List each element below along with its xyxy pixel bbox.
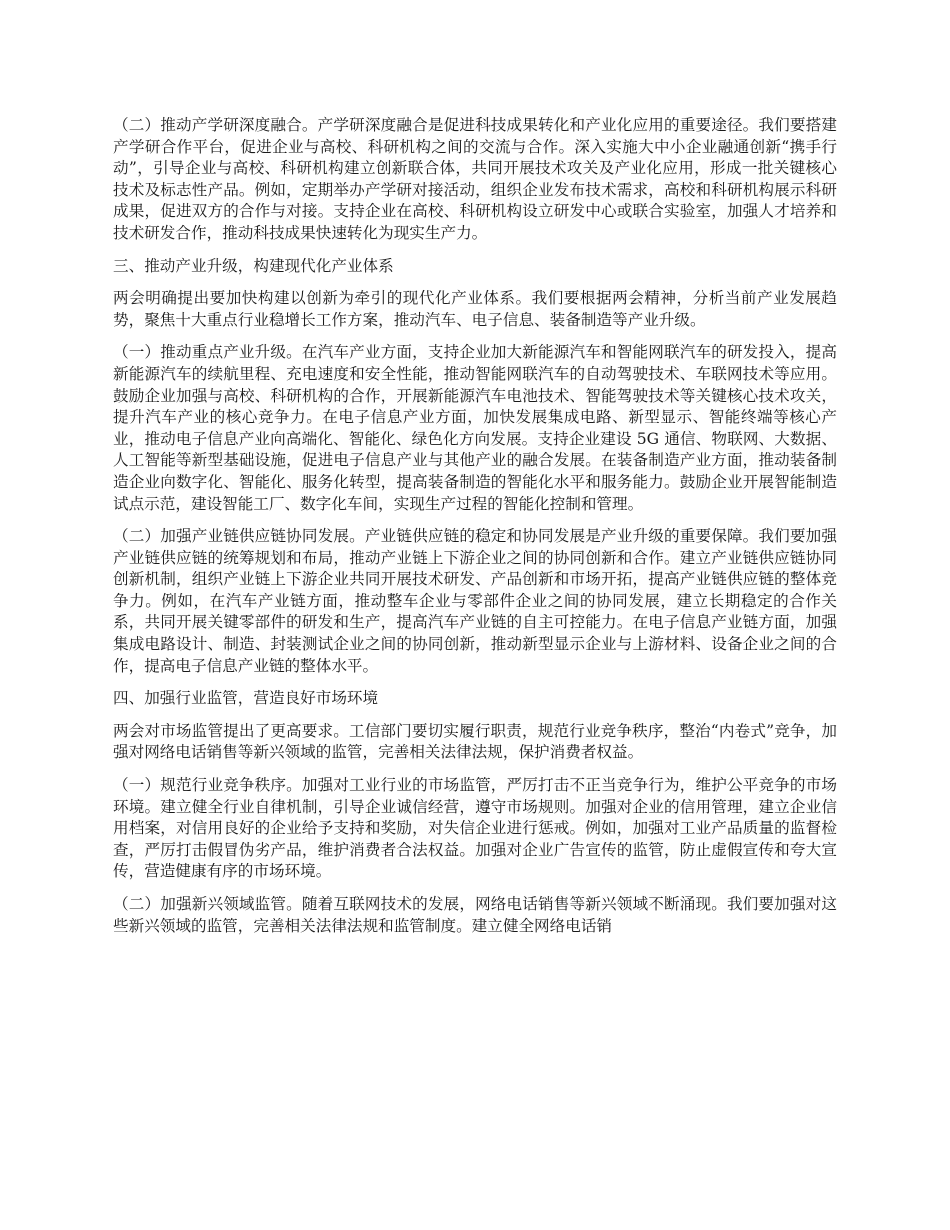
paragraph-competition-order: （一）规范行业竞争秩序。加强对工业行业的市场监管，严厉打击不正当竞争行为，维护公平竞争的市场环境。建立健全行业自律机制，引导企业诚信经营，遵守市场规则。加强对企业的信用管理，建立企业信用档案，对信用良好的企业给予支持和奖励，对失信企业进行惩戒。例如，加强对工业产品质量的监督检查，严厉打击假冒伪劣产品，维护消费者合法权益。加强对企业广告宣传的监管，防止虚假宣传和夸大宣传，营造健康有序的市场环境。 (113, 776, 837, 881)
section-heading-industrial-upgrade: 三、推动产业升级，构建现代化产业体系 (113, 256, 394, 275)
paragraph-emerging-field-regulation: （二）加强新兴领域监管。随着互联网技术的发展，网络电话销售等新兴领域不断涌现。我们要加强对这些新兴领域的监管，完善相关法律法规和监管制度。建立健全网络电话销 (113, 895, 837, 935)
document-page (113, 115, 837, 948)
paragraph-key-industry-upgrade: （一）推动重点产业升级。在汽车产业方面，支持企业加大新能源汽车和智能网联汽车的研发投入，提高新能源汽车的续航里程、充电速度和安全性能，推动智能网联汽车的自动驾驶技术、车联网技术等应用。鼓励企业加强与高校、科研机构的合作，开展新能源汽车电池技术、智能驾驶技术等关键核心技术攻关，提升汽车产业的核心竞争力。在电子信息产业方面，加快发展集成电路、新型显示、智能终端等核心产业，推动电子信息产业向高端化、智能化、绿色化方向发展。支持企业建设 5G 通信、物联网、大数据、人工智能等新型基础设施，促进电子信息产业与其他产业的融合发展。在装备制造产业方面，推动装备制造企业向数字化、智能化、服务化转型，提高装备制造的智能化水平和服务能力。鼓励企业开展智能制造试点示范，建设智能工厂、数字化车间，实现生产过程的智能化控制和管理。 (113, 343, 837, 513)
paragraph-supply-chain-coordination: （二）加强产业链供应链协同发展。产业链供应链的稳定和协同发展是产业升级的重要保障。我们要加强产业链供应链的统筹规划和布局，推动产业链上下游企业之间的协同创新和合作。建立产业链供应链协同创新机制，组织产业链上下游企业共同开展技术研发、产品创新和市场开拓，提高产业链供应链的整体竞争力。例如，在汽车产业链方面，推动整车企业与零部件企业之间的协同发展，建立长期稳定的合作关系，共同开展关键零部件的研发和生产，提高汽车产业链的自主可控能力。在电子信息产业链方面，加强集成电路设计、制造、封装测试企业之间的协同创新，推动新型显示企业与上游材料、设备企业之间的合作，提高电子信息产业链的整体水平。 (113, 527, 837, 675)
section-heading-industry-regulation: 四、加强行业监管，营造良好市场环境 (113, 689, 379, 708)
paragraph-industrial-upgrade-intro: 两会明确提出要加快构建以创新为牵引的现代化产业体系。我们要根据两会精神，分析当前产业发展趋势，聚焦十大重点行业稳增长工作方案，推动汽车、电子信息、装备制造等产业升级。 (113, 289, 837, 329)
paragraph-regulation-intro: 两会对市场监管提出了更高要求。工信部门要切实履行职责，规范行业竞争秩序，整治“内卷式”竞争，加强对网络电话销售等新兴领域的监管，完善相关法律法规，保护消费者权益。 (113, 721, 837, 762)
paragraph-industry-academia-integration: （二）推动产学研深度融合。产学研深度融合是促进科技成果转化和产业化应用的重要途径。我们要搭建产学研合作平台，促进企业与高校、科研机构之间的交流与合作。深入实施大中小企业融通创新“携手行动”，引导企业与高校、科研机构建立创新联合体，共同开展技术攻关及产业化应用，形成一批关键核心技术及标志性产品。例如，定期举办产学研对接活动，组织企业发布技术需求，高校和科研机构展示科研成果，促进双方的合作与对接。支持企业在高校、科研机构设立研发中心或联合实验室，加强人才培养和技术研发合作，推动科技成果快速转化为现实生产力。 (113, 116, 837, 242)
